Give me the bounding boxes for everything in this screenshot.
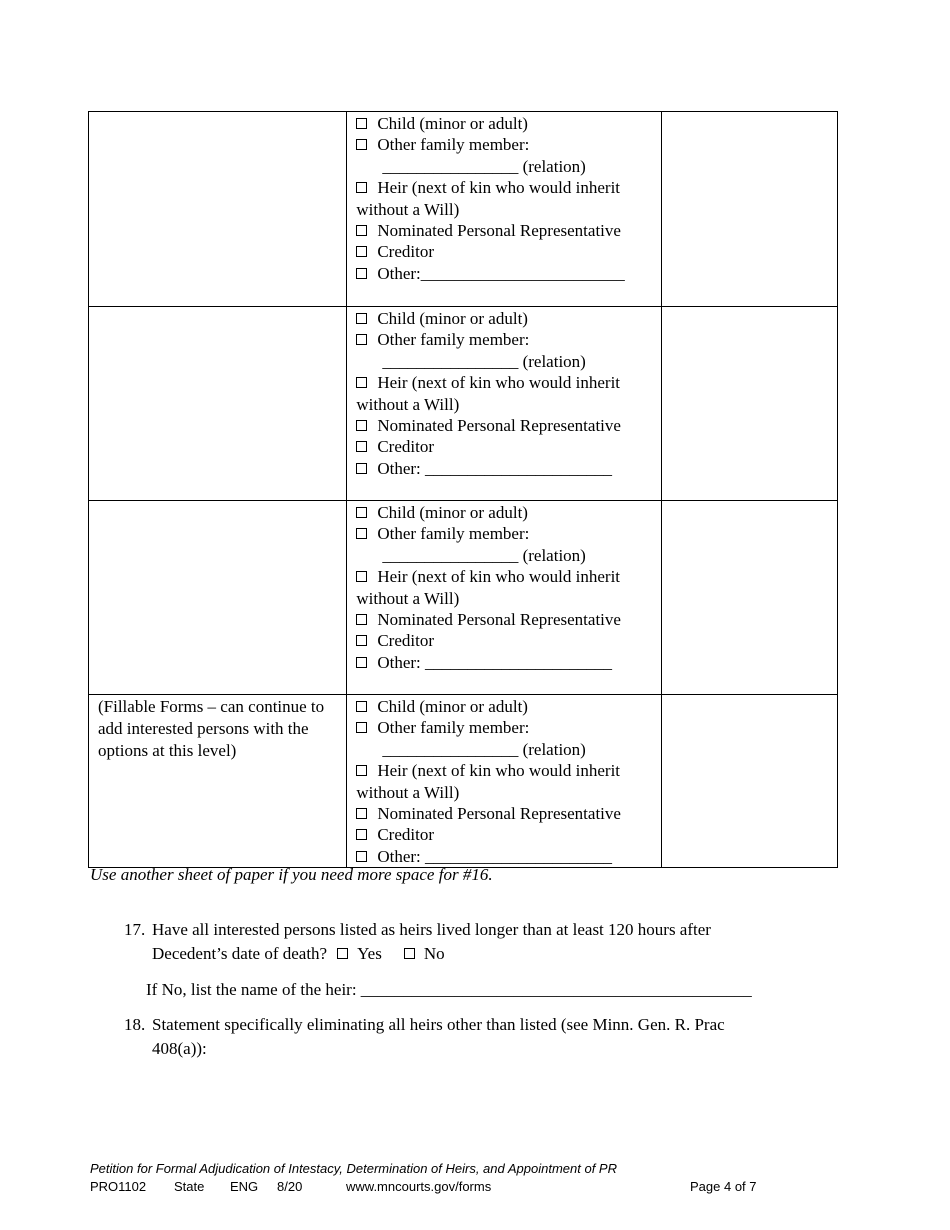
other-family-checkbox[interactable] [356,334,367,345]
heir-checkbox[interactable] [356,765,367,776]
other-field[interactable]: Other:________________________ [377,263,625,283]
other-field[interactable]: Other: ______________________ [377,458,613,478]
person-name-cell[interactable] [89,501,347,695]
other-field[interactable]: Other: ______________________ [377,652,613,672]
other-checkbox[interactable] [356,657,367,668]
more-space-note: Use another sheet of paper if you need more space for #16. [90,865,493,884]
table-row [89,307,838,501]
heir-checkbox[interactable] [356,571,367,582]
relation-field[interactable]: ________________ (relation) [382,351,586,371]
page-number: Page 4 of 7 [690,1179,757,1194]
table-row [89,695,838,868]
address-cell[interactable] [661,695,837,868]
footer-title: Petition for Formal Adjudication of Intestacy, Determination of Heirs, and Appointment of PR [90,1161,617,1176]
nominated-pr-checkbox[interactable] [356,420,367,431]
other-family-checkbox[interactable] [356,528,367,539]
table-row [89,501,838,695]
relation-field[interactable]: ________________ (relation) [382,545,586,565]
yes-checkbox[interactable] [337,948,348,959]
child-checkbox[interactable] [356,313,367,324]
table-row [89,112,838,307]
heir-checkbox[interactable] [356,377,367,388]
child-checkbox[interactable] [356,701,367,712]
question-18: 18. Statement specifically eliminating all heirs other than listed (see Minn. Gen. R. Prac 408(a)): [124,1015,725,1058]
nominated-pr-checkbox[interactable] [356,225,367,236]
other-family-checkbox[interactable] [356,139,367,150]
relationship-cell: Child (minor or adult) Other family member: ________________ (relation) Heir (next of kin who would inherit without a Will) Nominated Personal Representative Creditor Other: ______________________ [347,307,661,501]
person-name-cell[interactable] [89,112,347,307]
address-cell[interactable] [661,112,837,307]
creditor-checkbox[interactable] [356,246,367,257]
person-name-cell[interactable] [89,307,347,501]
heir-name-field[interactable]: If No, list the name of the heir: ______________________________________________ [146,980,752,999]
child-checkbox[interactable] [356,118,367,129]
other-checkbox[interactable] [356,851,367,862]
creditor-checkbox[interactable] [356,635,367,646]
other-family-checkbox[interactable] [356,722,367,733]
child-checkbox[interactable] [356,507,367,518]
relationship-cell: Child (minor or adult) Other family member: ________________ (relation) Heir (next of kin who would inherit without a Will) Nominated Personal Representative Creditor Other: ______________________ [347,501,661,695]
address-cell[interactable] [661,307,837,501]
heir-checkbox[interactable] [356,182,367,193]
creditor-checkbox[interactable] [356,829,367,840]
nominated-pr-checkbox[interactable] [356,614,367,625]
relation-field[interactable]: ________________ (relation) [382,739,586,759]
creditor-checkbox[interactable] [356,441,367,452]
fillable-forms-note: (Fillable Forms – can continue to add interested persons with the options at this level) [98,697,325,760]
no-checkbox[interactable] [404,948,415,959]
question-17: 17. Have all interested persons listed as heirs lived longer than at least 120 hours after Decedent’s date of death? Yes No [124,920,711,963]
relationship-cell: Child (minor or adult) Other family member: ________________ (relation) Heir (next of kin who would inherit without a Will) Nominated Personal Representative Creditor Other:________________________ [347,112,661,307]
nominated-pr-checkbox[interactable] [356,808,367,819]
other-field[interactable]: Other: ______________________ [377,846,613,866]
person-name-cell[interactable] [89,695,347,868]
address-cell[interactable] [661,501,837,695]
other-checkbox[interactable] [356,463,367,474]
interested-persons-table [88,111,838,868]
other-checkbox[interactable] [356,268,367,279]
footer-url[interactable]: www.mncourts.gov/forms [346,1179,492,1194]
relationship-cell: Child (minor or adult) Other family member: ________________ (relation) Heir (next of kin who would inherit without a Will) Nominated Personal Representative Creditor Other: ______________________ [347,695,661,868]
relation-field[interactable]: ________________ (relation) [382,156,586,176]
